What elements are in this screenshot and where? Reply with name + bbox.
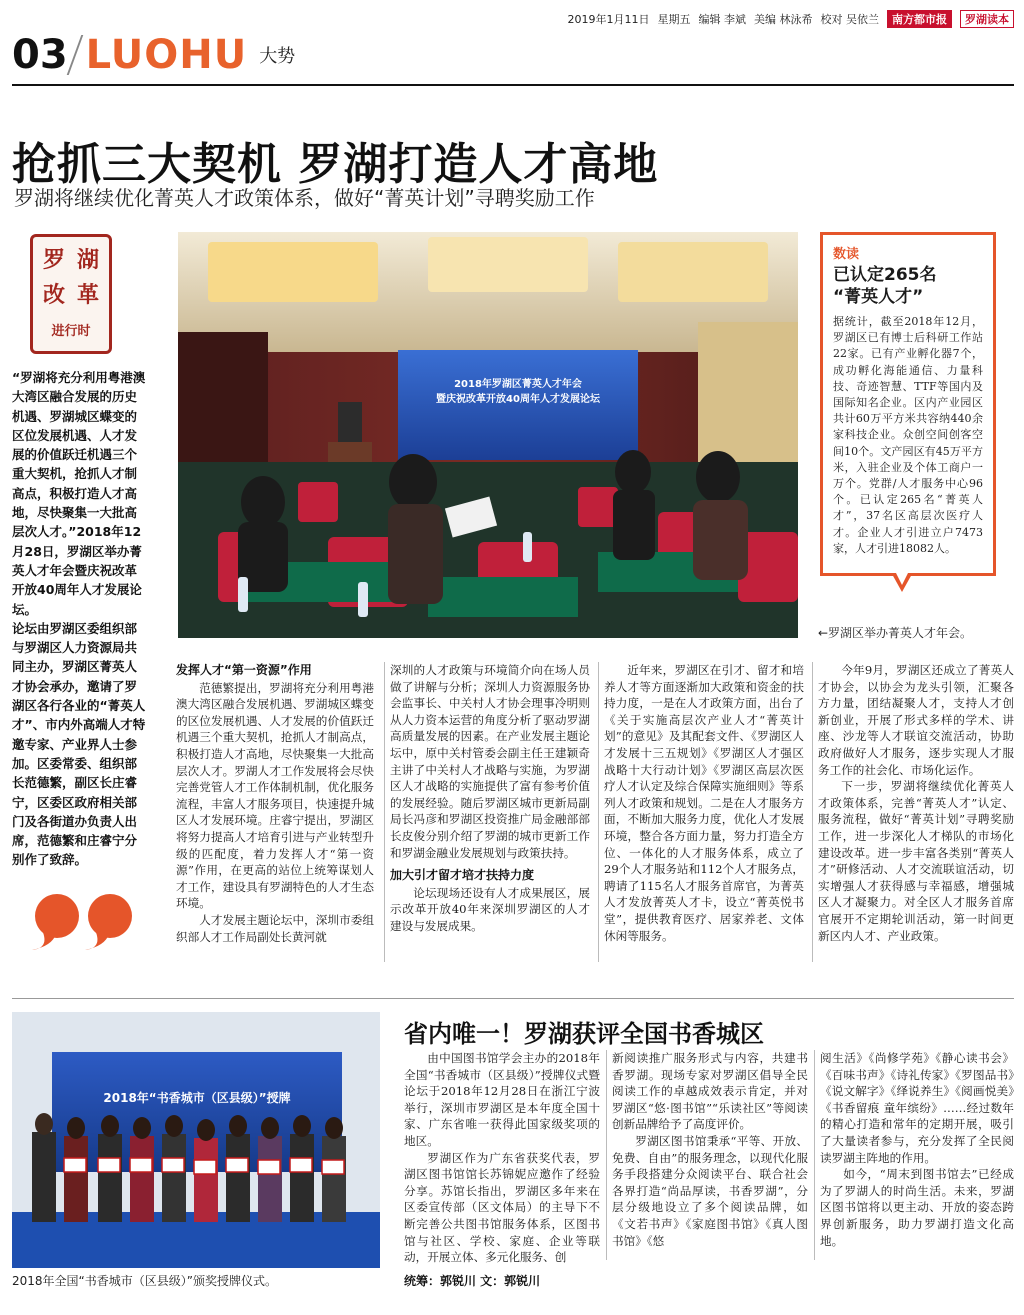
designer: 美编 林泳希 <box>754 13 813 26</box>
quote-mark-icon <box>22 890 142 950</box>
edition-logo: 罗湖读本 <box>960 10 1014 28</box>
article-paragraph: 如今，“周末到图书馆去”已经成为了罗湖人的时尚生活。未来，罗湖区图书馆将以更主动、开放的姿态跨界创新服务，助力罗湖打造文化高地。 <box>820 1167 1014 1248</box>
proof: 校对 吴依兰 <box>820 13 879 26</box>
article-paragraph: 罗湖区作为广东省获奖代表，罗湖区图书馆馆长苏锦妮应邀作了经验分享。苏馆长指出，罗湖区多年来在区委宣传部（区文体局）的主导下不断完善公共图书馆服务体系，区图书馆与社区、学校、家庭、企业等联动，开展立体、多元化服务、创 <box>404 1150 600 1265</box>
date: 2019年1月11日 <box>567 13 650 26</box>
article-paragraph: 罗湖区图书馆秉承“平等、开放、免费、自由”的服务理念，以现代化服务手段搭建分众阅读平台、联合社会各界打造“尚品厚读，书香罗湖”，分层分级地设立了多个阅读品牌，如《文若书声》《家庭图书馆》《真人图书馆》《悠 <box>612 1133 808 1248</box>
article-paragraph: 论坛现场还设有人才成果展区，展示改革开放40年来深圳罗湖区的人才建设与发展成果。 <box>390 885 590 933</box>
page-number: 03 <box>12 32 68 78</box>
lead-paragraph: 论坛由罗湖区委组织部与罗湖区人力资源局共同主办，罗湖区菁英人才协会承办，邀请了罗湖区各行各业的“菁英人才”、市内外高端人才特邀专家、产业界人士参加。区委常委、组织部长范德繁，副区长庄睿宁，区委区政府相关部门及各街道办负责人出席，范德繁和庄睿宁分别作了致辞。 <box>12 620 146 868</box>
section-name: 大势 <box>259 46 296 67</box>
award-photo-caption: 2018年全国“书香城市（区县级）”颁奖授牌仪式。 <box>12 1274 277 1288</box>
seal-char: 革 <box>76 282 99 309</box>
column-divider <box>598 662 599 962</box>
story2-column-3 <box>820 1050 1014 1249</box>
district-name: LUOHU <box>85 32 248 78</box>
photo-caption: ←罗湖区举办菁英人才年会。 <box>818 626 973 640</box>
article-paragraph: 近年来，罗湖区在引才、留才和培养人才等方面逐渐加大政策和资金的扶持力度，一是在人才政策方面，出台了《关于实施高层次产业人才“菁英计划”的意见》及其配套文件、《罗湖区人才发展十三五规划》《罗湖区人才强区战略十大行动计划》《罗湖区高层次医疗人才认定及综合保障实施细则》等系列人才政策和规划。二是在人才服务方面，不断加大服务力度，优化人才发展环境，整合各方面力量，努力打造全方位、一体化的人才服务体系，成立了29个人才服务站和112个人才服务点，聘请了115名人才服务首席官，为菁英人才发放菁英人才卡，设立“菁英悦书堂”，提供教育医疗、居家养老、文体休闲等服务。 <box>604 663 804 943</box>
column-divider <box>384 662 385 962</box>
award-banner: 2018年“书香城市（区县级）”授牌 <box>103 1091 291 1105</box>
article-column-1 <box>176 662 374 945</box>
section-heading: 发挥人才“第一资源”作用 <box>176 663 312 677</box>
reform-seal <box>30 234 112 354</box>
brand-logo: 南方都市报 <box>887 10 952 28</box>
weekday: 星期五 <box>657 13 691 26</box>
article-paragraph: 范德繁提出，罗湖将充分利用粤港澳大湾区融合发展机遇、罗湖城区蝶变的区位发展机遇、人才发展的价值跃迁机遇三个重大契机，抢抓人才制高点，积极打造人才高地，尽快聚集一大批高层次人才。罗湖人才工作发展将会尽快完善党管人才工作体制机制，优化服务流程，丰富人才服务项目，快速提升城区人才发展环境。庄睿宁提出，罗湖区将努力提高人才培育引进与产业转型升级的匹配度，着力发挥人才“第一资源”作用，在更高的站位上统筹谋划人才工作，建设具有罗湖特色的人才生态环境。 <box>176 680 374 911</box>
article-paragraph: 由中国图书馆学会主办的2018年全国“书香城市（区县级）”授牌仪式暨论坛于2018年12月28日在浙江宁波举行，深圳市罗湖区是本年度全国十家、广东省唯一获得此国家级奖项的地区。 <box>404 1051 600 1148</box>
seal-char: 罗 <box>42 247 65 274</box>
award-illustration <box>12 1012 380 1268</box>
masthead-divider <box>66 35 83 75</box>
byline: 统筹：郭锐川 文：郭锐川 <box>404 1274 541 1288</box>
column-divider <box>812 662 813 962</box>
column-divider <box>606 1050 607 1260</box>
page-meta <box>520 8 1014 30</box>
article-paragraph: 人才发展主题论坛中，深圳市委组织部人才工作局副处长黄河就 <box>176 912 374 944</box>
masthead <box>12 30 412 80</box>
story2-column-2 <box>612 1050 808 1249</box>
article-paragraph: 深圳的人才政策与环境简介向在场人员做了讲解与分析；深圳人力资源服务协会监事长、中关村人才协会理事冷明则从人力资本运营的角度分析了驱动罗湖高质量发展的因素。在产业发展主题论坛中，原中关村管委会副主任王建颖奇主讲了中关村人才战略与实施，为罗湖区人才战略的实施提供了富有参考价值的发展经验。随后罗湖区城市更新局副局长冯彦和罗湖区投资推广局金融部部长皮俊分别介绍了罗湖的城市更新工作和罗湖金融业发展规划与政策扶持。 <box>390 663 590 860</box>
callout-body: 据统计，截至2018年12月，罗湖区已有博士后科研工作站22家。已有产业孵化器7个，成功孵化海能通信、力量科技、奇迹智慧、TTF等国内及国际知名企业。区内产业园区共计60万平方米共容纳440余家科技企业。众创空间创客空间10个。文产园区有45万平方米，入驻企业及个体工商户一万个。党群/人才服务中心96个。已认定265名“菁英人才”，37名区高层次医疗人才。企业人才引进立户7473家，人才引进18082人。 <box>833 315 983 555</box>
screen-subtitle: 暨庆祝改革开放40周年人才发展论坛 <box>436 394 600 405</box>
masthead-rule <box>12 84 1014 86</box>
callout-title <box>833 264 983 308</box>
story-divider <box>12 998 1014 999</box>
callout-title-line: 已认定265名 <box>833 265 937 285</box>
callout-label: 数读 <box>833 247 860 262</box>
article-column-3 <box>604 662 804 944</box>
article-paragraph: 下一步，罗湖将继续优化菁英人才政策体系，完善“菁英人才”认定、服务流程，做好“菁英计划”寻聘奖励工作，进一步深化人才梯队的市场化建设改革。进一步丰富各类别“菁英人才”研修活动、人才交流联谊活动，切实增强人才获得感与幸福感，增强城区人才凝聚力。对全区人才服务首席官展开不定期轮训活动，第一时间更新区内人才、产业政策。 <box>818 779 1014 943</box>
section-heading: 加大引才留才培才扶持力度 <box>390 868 535 883</box>
callout-title-line: “菁英人才” <box>833 287 924 307</box>
stats-callout <box>820 232 996 576</box>
page-subtitle: 罗湖将继续优化菁英人才政策体系，做好“菁英计划”寻聘奖励工作 <box>14 186 595 210</box>
article-column-4 <box>818 662 1014 944</box>
story2-column-1 <box>404 1050 600 1266</box>
conference-photo <box>178 232 798 638</box>
editor: 编辑 李斌 <box>698 13 746 26</box>
column-divider <box>814 1050 815 1260</box>
seal-small: 进行时 <box>51 323 91 339</box>
conference-illustration <box>178 232 798 638</box>
screen-title: 2018年罗湖区菁英人才年会 <box>454 379 582 390</box>
article-paragraph: 新阅读推广服务形式与内容，共建书香罗湖。现场专家对罗湖区倡导全民阅读工作的卓越成效表示肯定，并对罗湖区“悠·图书馆”“乐读社区”等阅读创新品牌给予了高度评价。 <box>612 1051 808 1132</box>
story2-title: 省内唯一！罗湖获评全国书香城区 <box>404 1020 764 1048</box>
article-paragraph: 阅生活》《尚修学苑》《静心读书会》《百味书声》《诗礼传家》《罗图品书》《说文解字》《绎说养生》《阅画悦美》《书香留痕 童年缤纷》……经过数年的精心打造和常年的定期开展，吸引了大量读者参与，充分发挥了全民阅读罗湖主阵地的作用。 <box>820 1051 1014 1165</box>
lead-column <box>12 368 146 870</box>
article-column-2 <box>390 662 590 935</box>
page-title: 抢抓三大契机 罗湖打造人才高地 <box>12 139 659 190</box>
award-photo <box>12 1012 380 1268</box>
callout-pointer-inner <box>896 573 908 585</box>
article-paragraph: 今年9月，罗湖区还成立了菁英人才协会，以协会为龙头引领，汇聚各方力量，团结凝聚人才，支持人才创新创业，开展了形式多样的学术、讲座、沙龙等人才联谊交流活动，协助政府做好人才服务，逐步实现人才服务工作的社会化、市场化运作。 <box>818 663 1014 777</box>
lead-paragraph: “罗湖将充分利用粤港澳大湾区融合发展的历史机遇、罗湖城区蝶变的区位发展机遇、人才发展的价值跃迁机遇三个重大契机，抢抓人才制高点，积极打造人才高地，尽快聚集一大批高层次人才。”2018年12月28日，罗湖区举办菁英人才年会暨庆祝改革开放40周年人才发展论坛。 <box>12 370 146 617</box>
seal-char: 改 <box>42 282 65 309</box>
seal-char: 湖 <box>76 247 99 274</box>
